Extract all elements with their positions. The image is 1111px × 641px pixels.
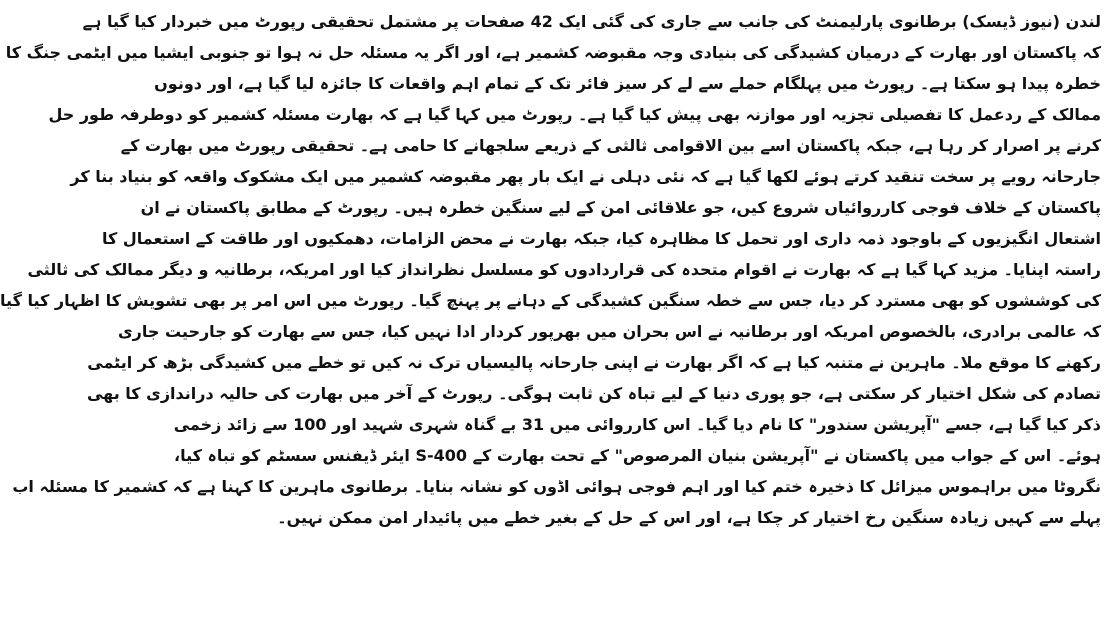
article-line: کرنے پر اصرار کر رہا ہے، جبکہ پاکستان اسے بین الاقوامی ثالثی کے ذریعے سلجھانے کا حامی ہے۔ تحقیقی رپورٹ میں بھارت کے	[120, 136, 1101, 155]
article-line: اشتعال انگیزیوں کے باوجود ذمہ داری اور تحمل کا مظاہرہ کیا، جبکہ بھارت نے محض الزامات، دھمکیوں اور طاقت کے استعمال کا	[101, 229, 1101, 248]
article-line: جارحانہ رویے پر سخت تنقید کرتے ہوئے لکھا گیا ہے کہ نئی دہلی نے ایک بار پھر مقبوضہ کشمیر میں ایک مشکوک واقعہ کو بنیاد بنا کر	[70, 167, 1101, 186]
article-line: ہوئے۔ اس کے جواب میں پاکستان نے "آپریشن بنیان المرصوص" کے تحت بھارت کے S-400 ایئر ڈیفنس سسٹم کو تباہ کیا،	[174, 446, 1101, 465]
article-line: خطرہ پیدا ہو سکتا ہے۔ رپورٹ میں پہلگام حملے سے لے کر سیز فائر تک کے تمام اہم واقعات کا جائزہ لیا گیا ہے، اور دونوں	[154, 74, 1101, 93]
article-line: راستہ اپنایا۔ مزید کہا گیا ہے کہ بھارت نے اقوام متحدہ کی قراردادوں کو مسلسل نظرانداز کیا اور امریکہ، برطانیہ و دیگر ممالک کی ثالثی	[27, 260, 1101, 279]
article-line: پہلے سے کہیں زیادہ سنگین رخ اختیار کر چکا ہے، اور اس کے حل کے بغیر خطے میں پائیدار امن ممکن نہیں۔	[277, 508, 1101, 527]
article-line: ذکر کیا گیا ہے، جسے "آپریشن سندور" کا نام دیا گیا۔ اس کارروائی میں 31 بے گناہ شہری شہید اور 100 سے زائد زخمی	[173, 415, 1101, 434]
article-line: کی کوششوں کو بھی مسترد کر دیا، جس سے خطہ سنگین کشیدگی کے دہانے پر پہنچ گیا۔ رپورٹ میں اس امر پر بھی تشویش کا اظہار کیا گیا	[0, 291, 1101, 310]
article-line: کہ عالمی برادری، بالخصوص امریکہ اور برطانیہ نے اس بحران میں بھرپور کردار ادا نہیں کیا، جس سے بھارت کو جارحیت جاری	[117, 322, 1101, 341]
article-line: نگروٹا میں براہموس میزائل کا ذخیرہ ختم کیا اور اہم فوجی ہوائی اڈوں کو نشانہ بنایا۔ برطانوی ماہرین کا کہنا ہے کہ کشمیر کا مسئلہ اب	[12, 477, 1101, 496]
article-line: پاکستان کے خلاف فوجی کارروائیاں شروع کیں، جو علاقائی امن کے لیے سنگین خطرہ ہیں۔ رپورٹ کے مطابق پاکستان نے ان	[140, 198, 1101, 217]
article-body	[0, 6, 1101, 533]
article-line: رکھنے کا موقع ملا۔ ماہرین نے متنبہ کیا ہے کہ اگر بھارت نے اپنی جارحانہ پالیسیاں ترک نہ کیں تو خطے میں کشیدگی بڑھ کر ایٹمی	[87, 353, 1101, 372]
article-line: لندن (نیوز ڈیسک) برطانوی پارلیمنٹ کی جانب سے جاری کی گئی ایک 42 صفحات پر مشتمل تحقیقی رپورٹ میں خبردار کیا گیا ہے	[82, 12, 1101, 31]
article-line: ممالک کے ردعمل کا تفصیلی تجزیہ اور موازنہ بھی پیش کیا گیا ہے۔ رپورٹ میں کہا گیا ہے کہ بھارت مسئلہ کشمیر کو دوطرفہ طور حل	[48, 105, 1101, 124]
article-line: تصادم کی شکل اختیار کر سکتی ہے، جو پوری دنیا کے لیے تباہ کن ثابت ہوگی۔ رپورٹ کے آخر میں بھارت کی حالیہ دراندازی کا بھی	[86, 384, 1101, 403]
article-line: کہ پاکستان اور بھارت کے درمیان کشیدگی کی بنیادی وجہ مقبوضہ کشمیر ہے، اور اگر یہ مسئلہ حل نہ ہوا تو جنوبی ایشیا میں ایٹمی جنگ کا	[5, 43, 1101, 62]
